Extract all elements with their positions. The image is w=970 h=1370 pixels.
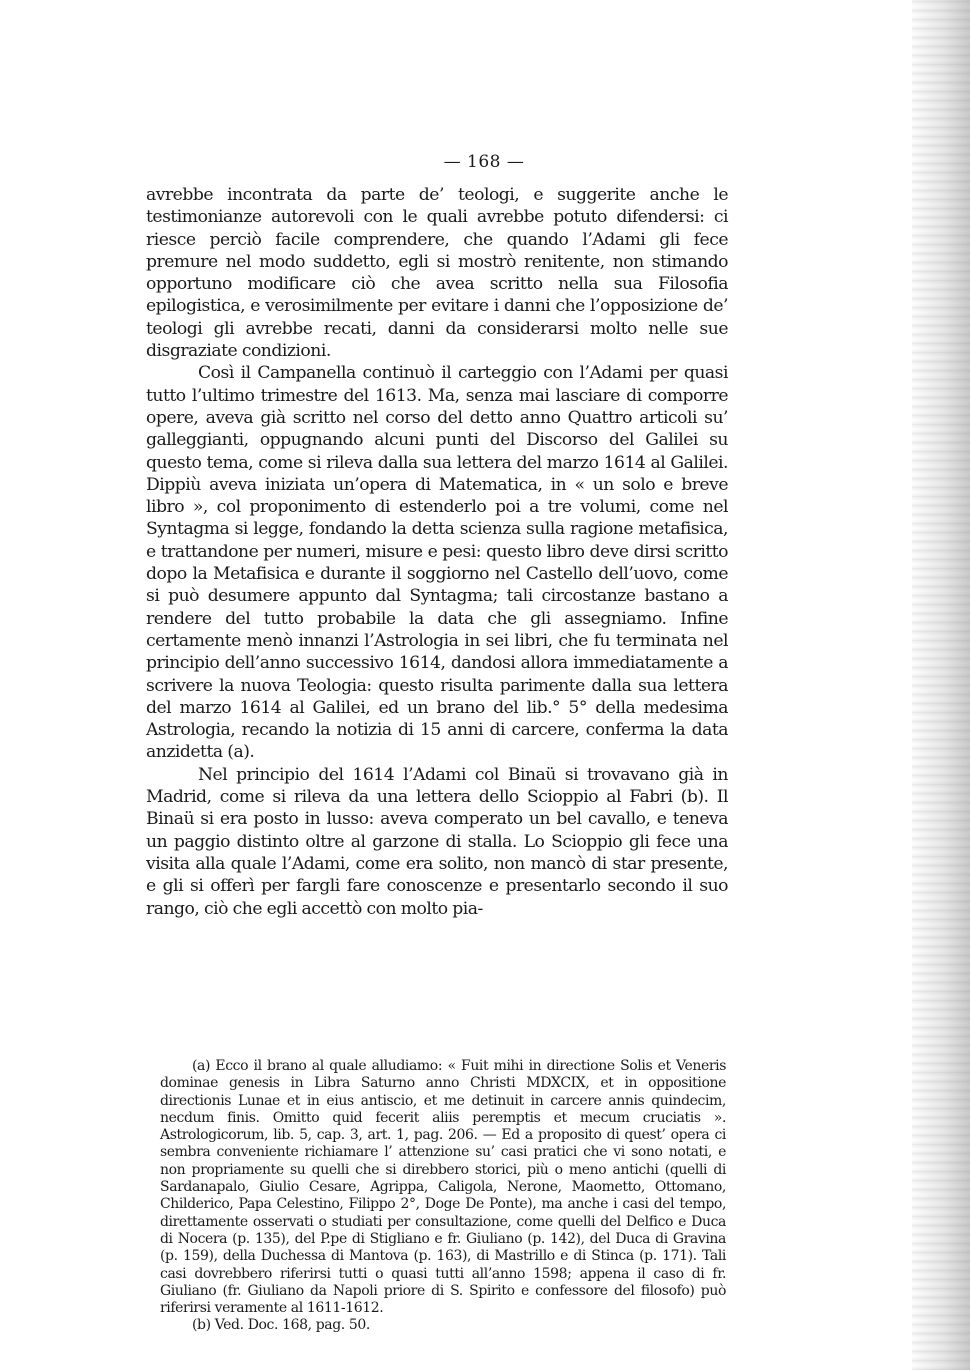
scan-edge-noise: [912, 0, 970, 1370]
footnotes: [160, 1058, 726, 1335]
paragraph-2: Così il Campanella continuò il carteggio con l’Adami per quasi tutto l’ultimo trimestre del 1613. Ma, senza mai lasciare di comporre opere, aveva già scritto nel corso del detto anno Quattro articoli su’ galleggianti, oppugnando alcuni punti del Discorso del Galilei su questo tema, come si rileva dalla sua lettera del marzo 1614 al Galilei. Dippiù aveva iniziata un’opera di Matematica, in « un solo e breve libro », col proponimento di estenderlo poi a tre volumi, come nel Syntagma si legge, fondando la detta scienza sulla ragione metafisica, e trattandone per numeri, misure e pesi: questo libro deve dirsi scritto dopo la Metafisica e durante il soggiorno nel Castello dell’uovo, come si può desumere appunto dal Syntagma; tali circostanze bastano a rendere del tutto probabile la data che gli assegniamo. Infine certamente menò innanzi l’Astrologia in sei libri, che fu terminata nel principio dell’anno successivo 1614, dandosi allora immediatamente a scrivere la nuova Teologia: questo risulta parimente dalla sua lettera del marzo 1614 al Galilei, ed un brano del lib.° 5° della medesima Astrologia, recando la notizia di 15 anni di carcere, conferma la data anzidetta (a).: [146, 363, 728, 763]
page-number: — 168 —: [443, 152, 525, 172]
paragraph-1: avrebbe incontrata da parte de’ teologi, e suggerite anche le testimonianze autorevoli con le quali avrebbe potuto difendersi: ci riesce perciò facile comprendere, che quando l’Adami gli fece premure nel modo suddetto, egli si mostrò renitente, non stimando opportuno modificare ciò che avea scritto nella sua Filosofia epilogistica, e verosimilmente per evitare i danni che l’opposizione de’ teologi gli avrebbe recati, danni da considerarsi molto nelle sue disgraziate condizioni.: [146, 185, 728, 362]
footnote-a: (a) Ecco il brano al quale alludiamo: « Fuit mihi in directione Solis et Veneris dominae genesis in Libra Saturno anno Christi MDXCIX, et in oppositione directionis Lunae et in eius antiscio, et me detinuit in carcere annis quindecim, necdum finis. Omitto quid fecerit aliis peremptis et mecum cruciatis ». Astrologicorum, lib. 5, cap. 3, art. 1, pag. 206. — Ed a proposito di quest’ opera ci sembra conveniente richiamare l’ attenzione su’ casi pratici che vi sono notati, e non propriamente su quelli che si direbbero storici, più o meno antichi (quelli di Sardanapalo, Giulio Cesare, Agrippa, Caligola, Nerone, Maometto, Ottomano, Childerico, Papa Celestino, Filippo 2°, Doge De Ponte), ma anche i casi del tempo, direttamente osservati o studiati per consultazione, come quelli del Delfico e Duca di Nocera (p. 135), del P.pe di Stigliano e fr. Giuliano (p. 142), del Duca di Gravina (p. 159), della Duchessa di Mantova (p. 163), di Mastrillo e di Stinca (p. 171). Tali casi dovrebbero riferirsi tutti o quasi tutti all’anno 1598; appena il caso di fr. Giuliano (fr. Giuliano da Napoli priore di S. Spirito e confessore del filosofo) può riferirsi veramente al 1611-1612.: [160, 1058, 726, 1317]
main-text: [146, 184, 728, 920]
footnote-b: (b) Ved. Doc. 168, pag. 50.: [192, 1317, 370, 1334]
paragraph-3: Nel principio del 1614 l’Adami col Binaü si trovavano già in Madrid, come si rileva da una lettera dello Scioppio al Fabri (b). Il Binaü si era posto in lusso: aveva comperato un bel cavallo, e teneva un paggio distinto oltre al garzone di stalla. Lo Scioppio gli fece una visita alla quale l’Adami, come era solito, non mancò di star presente, e gli si offerì per fargli fare conoscenze e presentarlo secondo il suo rango, ciò che egli accettò con molto pia-: [146, 764, 728, 919]
